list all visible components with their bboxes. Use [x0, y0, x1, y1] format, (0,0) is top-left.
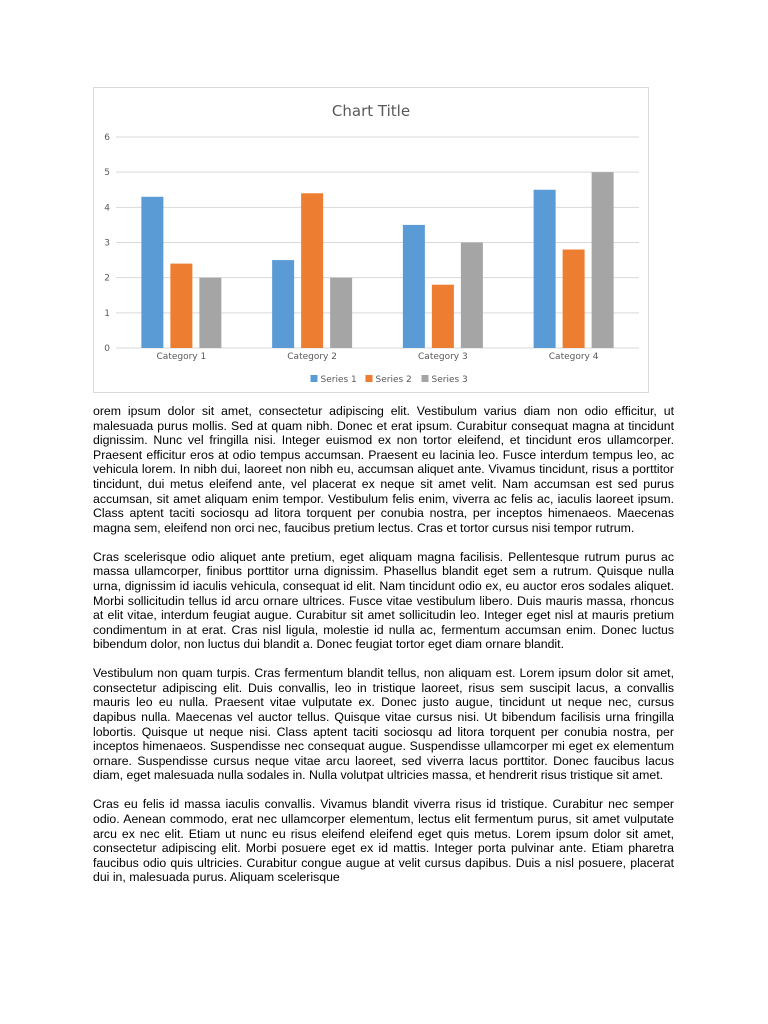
y-tick-label: 3: [104, 238, 110, 249]
paragraph: Cras eu felis id massa iaculis convallis. Vivamus blandit viverra risus id tristique. Curabitur nec semper odio. Aenean commodo, erat nec ullamcorper elementum, lectus elit fermentum purus, sit amet vulputate arcu ex nec elit. Etiam ut nunc eu risus eleifend eleifend eget quis metus. Lorem ipsum dolor sit amet, consectetur adipiscing elit. Morbi posuere eget ex id mattis. Integer porta pulvinar ante. Etiam pharetra faucibus odio quis ultricies. Curabitur congue augue at velit cursus dapibus. Duis a nisl posuere, placerat dui in, malesuada purus. Aliquam scelerisque: [93, 797, 674, 885]
bar: [330, 278, 352, 348]
x-tick-label: Category 2: [287, 352, 337, 362]
bar: [141, 197, 163, 348]
chart: [93, 87, 649, 393]
bar: [534, 190, 556, 348]
bar: [170, 264, 192, 348]
bar: [403, 225, 425, 348]
x-tick-label: Category 4: [548, 352, 599, 362]
bar: [301, 193, 323, 348]
bar: [461, 243, 483, 349]
y-tick-label: 5: [104, 168, 110, 179]
paragraph: orem ipsum dolor sit amet, consectetur adipiscing elit. Vestibulum varius diam non odio efficitur, ut malesuada purus mollis. Sed at quam nibh. Donec et erat ipsum. Curabitur consequat magna at tincidunt dignissim. Nunc vel fringilla nisi. Integer euismod ex non tortor eleifend, et tincidunt eros ullamcorper. Praesent efficitur eros at odio tempus accumsan. Praesent eu lacinia leo. Fusce interdum tempus leo, ac vehicula lorem. In nibh dui, laoreet non nibh eu, accumsan aliquet ante. Vivamus tincidunt, risus a porttitor tincidunt, dui metus eleifend ante, vel placerat ex neque sit amet velit. Nam accumsan est sed purus accumsan, sit amet aliquam enim tempor. Vestibulum felis enim, viverra ac felis ac, iaculis laoreet ipsum. Class aptent taciti sociosqu ad litora torquent per conubia nostra, per inceptos himenaeos. Maecenas magna sem, eleifend non orci nec, faucibus pretium lectus. Cras et tortor cursus nisi tempor rutrum.: [93, 404, 674, 535]
bar: [199, 278, 221, 348]
gridlines: [116, 137, 639, 348]
legend-label: Series 3: [431, 375, 468, 385]
legend-label: Series 1: [320, 375, 357, 385]
legend-swatch: [422, 375, 429, 382]
x-axis-ticks: [157, 352, 599, 362]
x-tick-label: Category 1: [156, 352, 207, 362]
bar: [592, 172, 614, 348]
paragraph: Vestibulum non quam turpis. Cras fermentum blandit tellus, non aliquam est. Lorem ipsum dolor sit amet, consectetur adipiscing elit. Duis convallis, leo in tristique laoreet, risus sem suscipit lacus, a convallis mauris leo eu nulla. Praesent vitae vulputate ex. Donec justo augue, tincidunt ut neque nec, cursus dapibus nulla. Maecenas vel auctor tellus. Quisque vitae cursus nisi. Ut bibendum facilisis urna fringilla lobortis. Quisque ut neque nisi. Class aptent taciti sociosqu ad litora torquent per conubia nostra, per inceptos himenaeos. Suspendisse nec consequat augue. Suspendisse ullamcorper mi eget ex elementum ornare. Suspendisse cursus neque vitae arcu laoreet, sed viverra lacus porttitor. Donec faucibus lacus diam, eget malesuada nulla sodales in. Nulla volutpat ultricies massa, et hendrerit risus tristique sit amet.: [93, 666, 674, 783]
y-tick-label: 0: [104, 344, 110, 354]
y-tick-label: 4: [104, 203, 110, 214]
legend-swatch: [366, 375, 373, 382]
x-tick-label: Category 3: [418, 352, 468, 362]
legend-swatch: [311, 375, 318, 382]
document-body: [93, 404, 674, 885]
y-tick-label: 6: [104, 133, 110, 143]
legend: [311, 375, 468, 385]
y-tick-label: 1: [104, 308, 110, 319]
y-axis-ticks: [104, 133, 110, 354]
paragraph: Cras scelerisque odio aliquet ante pretium, eget aliquam magna facilisis. Pellentesque rutrum purus ac massa ullamcorper, finibus porttitor urna dignissim. Phasellus blandit eget sem a rutrum. Quisque nulla urna, dignissim id iaculis vehicula, consequat id elit. Nam tincidunt odio ex, eu auctor eros sodales aliquet. Morbi sollicitudin tellus id arcu ornare ultrices. Fusce vitae vestibulum libero. Duis mauris massa, rhoncus at elit vitae, interdum feugiat augue. Curabitur sit amet sollicitudin leo. Integer eget nisl at mauris pretium condimentum in at erat. Cras nisl ligula, molestie id nulla ac, fermentum accumsan enim. Donec luctus bibendum dolor, non luctus dui blandit a. Donec feugiat tortor eget diam ornare blandit.: [93, 549, 674, 652]
y-tick-label: 2: [104, 273, 110, 284]
chart-title: Chart Title: [331, 102, 411, 120]
bar-chart: [94, 88, 648, 392]
bar: [563, 250, 585, 348]
bars: [141, 172, 613, 348]
bar: [432, 285, 454, 348]
bar: [272, 260, 294, 348]
legend-label: Series 2: [375, 375, 412, 385]
